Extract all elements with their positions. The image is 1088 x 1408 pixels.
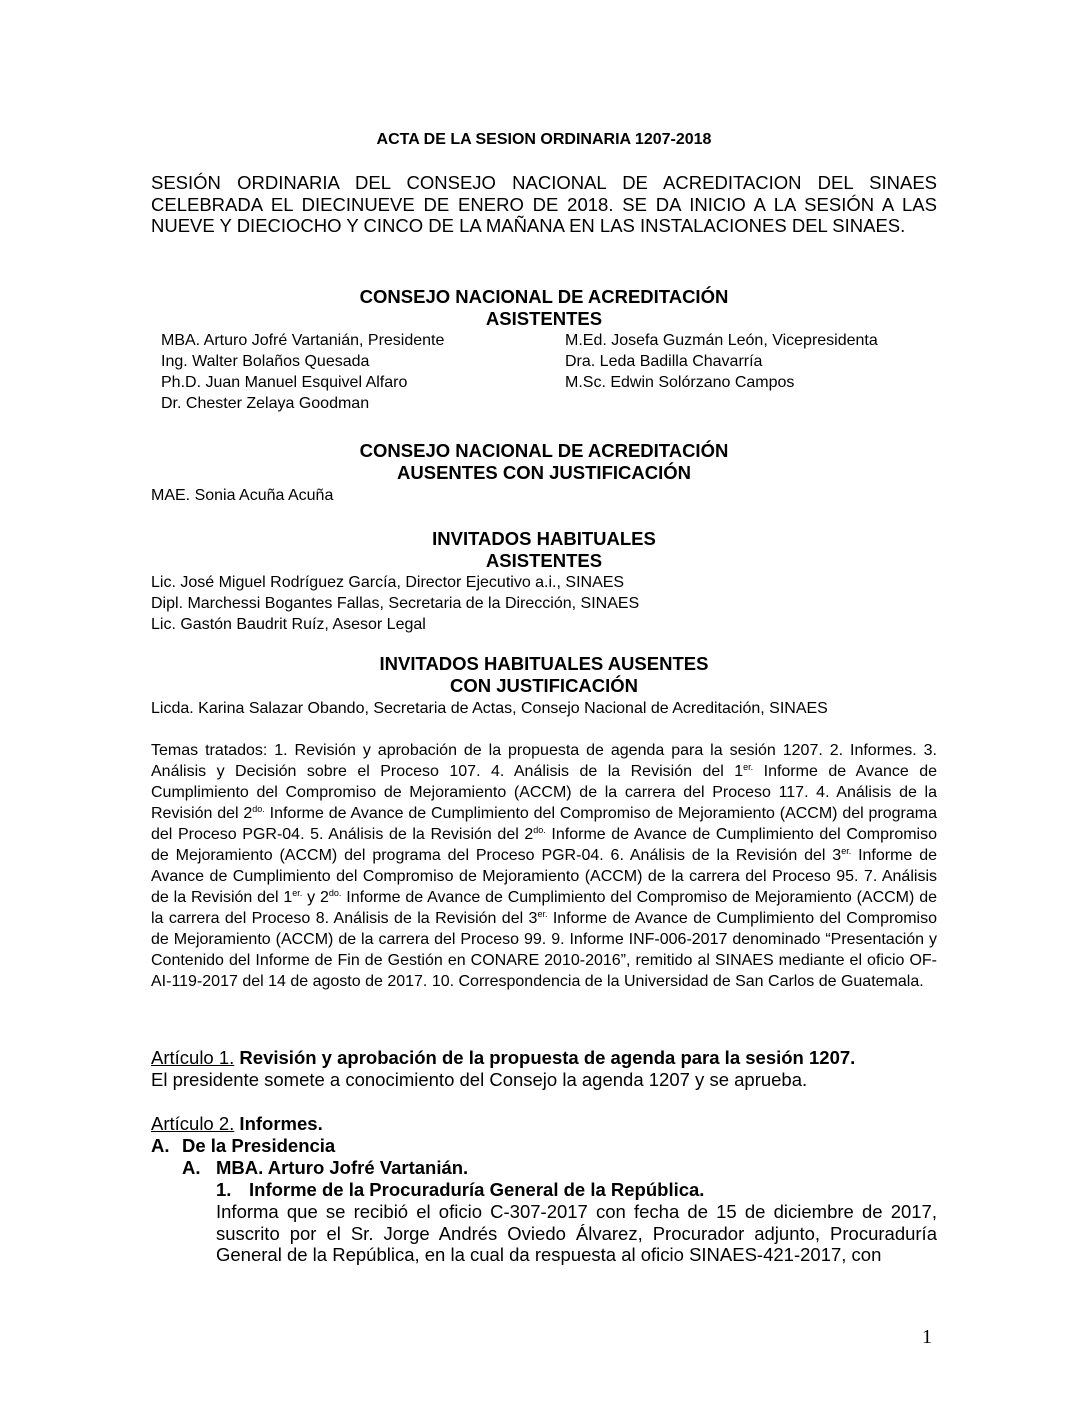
article-2-heading	[151, 1113, 937, 1135]
topics-text: y 2	[302, 889, 329, 906]
topics-text: Informe de Avance de Cumplimiento del Compromiso de Mejoramiento (ACCM) de la carrera del Proceso 95. 7. Análisis de la Revisión del 1	[151, 847, 937, 906]
topics-text: Informe de Avance de Cumplimiento del Compromiso de Mejoramiento (ACCM) del programa del Proceso PGR-04. 5. Análisis de la Revisión del 2	[151, 805, 938, 843]
intro-paragraph: SESIÓN ORDINARIA DEL CONSEJO NACIONAL DE ACREDITACION DEL SINAES CELEBRADA EL DIECINUEVE DE ENERO DE 2018. SE DA INICIO A LA SESIÓN A LAS NUEVE Y DIECIOCHO Y CINCO DE LA MAÑANA EN LAS INSTALACIONES DEL SINAES.	[151, 172, 937, 236]
ordinal-suffix: er.	[292, 888, 303, 898]
section-heading: CONSEJO NACIONAL DE ACREDITACIÓN	[359, 440, 729, 461]
ordinal-suffix: do.	[328, 888, 342, 898]
article-1-heading	[151, 1047, 937, 1069]
numbered-item	[216, 1179, 704, 1201]
topics-text: Informe de Avance de Cumplimiento del Compromiso de Mejoramiento (ACCM) de la carrera del Proceso 117. 4. Análisis de la Revisión del 2	[151, 763, 938, 822]
article-1-body: El presidente somete a conocimiento del Consejo la agenda 1207 y se aprueba.	[151, 1069, 808, 1090]
topics-text: Informe de Avance de Cumplimiento del Compromiso de Mejoramiento (ACCM) de la carrera del Proceso 99. 9. Informe INF-006-2017 denominado “Presentación y Contenido del Informe de Fin de Gestión en CONARE 2010-2016”, remitido al SINAES mediante el oficio OF-AI-119-2017 del 14 de agosto de 2017. 10. Correspondencia de la Universidad de San Carlos de Guatemala.	[151, 910, 937, 990]
attendee-name: Ph.D. Juan Manuel Esquivel Alfaro	[161, 374, 408, 391]
article-label: Artículo 1.	[151, 1047, 235, 1068]
subsection-a	[151, 1135, 335, 1157]
guest-name: Lic. José Miguel Rodríguez García, Director Ejecutivo a.i., SINAES	[151, 574, 625, 591]
attendee-name: Ing. Walter Bolaños Quesada	[161, 353, 370, 370]
article-title: Informes.	[234, 1113, 323, 1134]
attendee-name: M.Ed. Josefa Guzmán León, Vicepresidenta	[565, 332, 878, 349]
list-marker: A.	[182, 1157, 201, 1178]
ordinal-suffix: do.	[252, 804, 265, 814]
attendees-grid	[161, 330, 941, 414]
attendee-name: M.Sc. Edwin Solórzano Campos	[565, 374, 795, 391]
section-subheading: AUSENTES CON JUSTIFICACIÓN	[397, 462, 691, 483]
item-title: Informe de la Procuraduría General de la República.	[249, 1179, 705, 1200]
guest-name: Dipl. Marchessi Bogantes Fallas, Secretaria de la Dirección, SINAES	[151, 595, 640, 612]
ordinal-suffix: er.	[841, 846, 852, 856]
section-heading: INVITADOS HABITUALES	[432, 528, 656, 549]
ordinal-suffix: do.	[533, 825, 546, 835]
ordinal-suffix: er.	[537, 909, 548, 919]
attendee-name: Dr. Chester Zelaya Goodman	[161, 395, 370, 412]
absent-member: MAE. Sonia Acuña Acuña	[151, 487, 334, 504]
subsection-title: De la Presidencia	[182, 1135, 336, 1156]
subsection-title: MBA. Arturo Jofré Vartanián.	[216, 1157, 469, 1178]
topics-paragraph	[151, 740, 937, 992]
section-heading: INVITADOS HABITUALES AUSENTES	[379, 653, 709, 674]
topics-text: Informe de Avance de Cumplimiento del Compromiso de Mejoramiento (ACCM) del programa del Proceso PGR-04. 6. Análisis de la Revisión del 3	[151, 826, 938, 864]
item-body: Informa que se recibió el oficio C-307-2017 con fecha de 15 de diciembre de 2017, suscrito por el Sr. Jorge Andrés Oviedo Álvarez, Procurador adjunto, Procuraduría General de la República, en la cual da respuesta al oficio SINAES-421-2017, con	[216, 1201, 937, 1265]
topics-text: Temas tratados: 1. Revisión y aprobación de la propuesta de agenda para la sesión 1207. 2. Informes. 3. Análisis y Decisión sobre el Proceso 107. 4. Análisis de la Revisión del 1	[151, 742, 937, 780]
article-label: Artículo 2.	[151, 1113, 235, 1134]
subsection-a-inner	[182, 1157, 468, 1179]
section-subheading: CON JUSTIFICACIÓN	[449, 675, 639, 696]
attendee-name: Dra. Leda Badilla Chavarría	[565, 353, 763, 370]
document-title: ACTA DE LA SESION ORDINARIA 1207-2018	[376, 131, 712, 148]
section-subheading: ASISTENTES	[485, 308, 603, 329]
article-title: Revisión y aprobación de la propuesta de agenda para la sesión 1207.	[234, 1047, 856, 1068]
ordinal-suffix: er.	[743, 762, 754, 772]
list-marker: 1.	[216, 1179, 232, 1200]
guest-name: Lic. Gastón Baudrit Ruíz, Asesor Legal	[151, 616, 426, 633]
section-subheading: ASISTENTES	[485, 550, 603, 571]
absent-guest: Licda. Karina Salazar Obando, Secretaria de Actas, Consejo Nacional de Acreditación, SINAES	[151, 700, 828, 717]
page-number: 1	[922, 1326, 932, 1348]
attendee-name: MBA. Arturo Jofré Vartanián, Presidente	[161, 332, 445, 349]
topics-text: Informe de Avance de Cumplimiento del Compromiso de Mejoramiento (ACCM) de la carrera del Proceso 8. Análisis de la Revisión del 3	[151, 889, 937, 927]
guest-list	[151, 572, 937, 635]
section-heading: CONSEJO NACIONAL DE ACREDITACIÓN	[359, 286, 729, 307]
list-marker: A.	[151, 1135, 170, 1156]
